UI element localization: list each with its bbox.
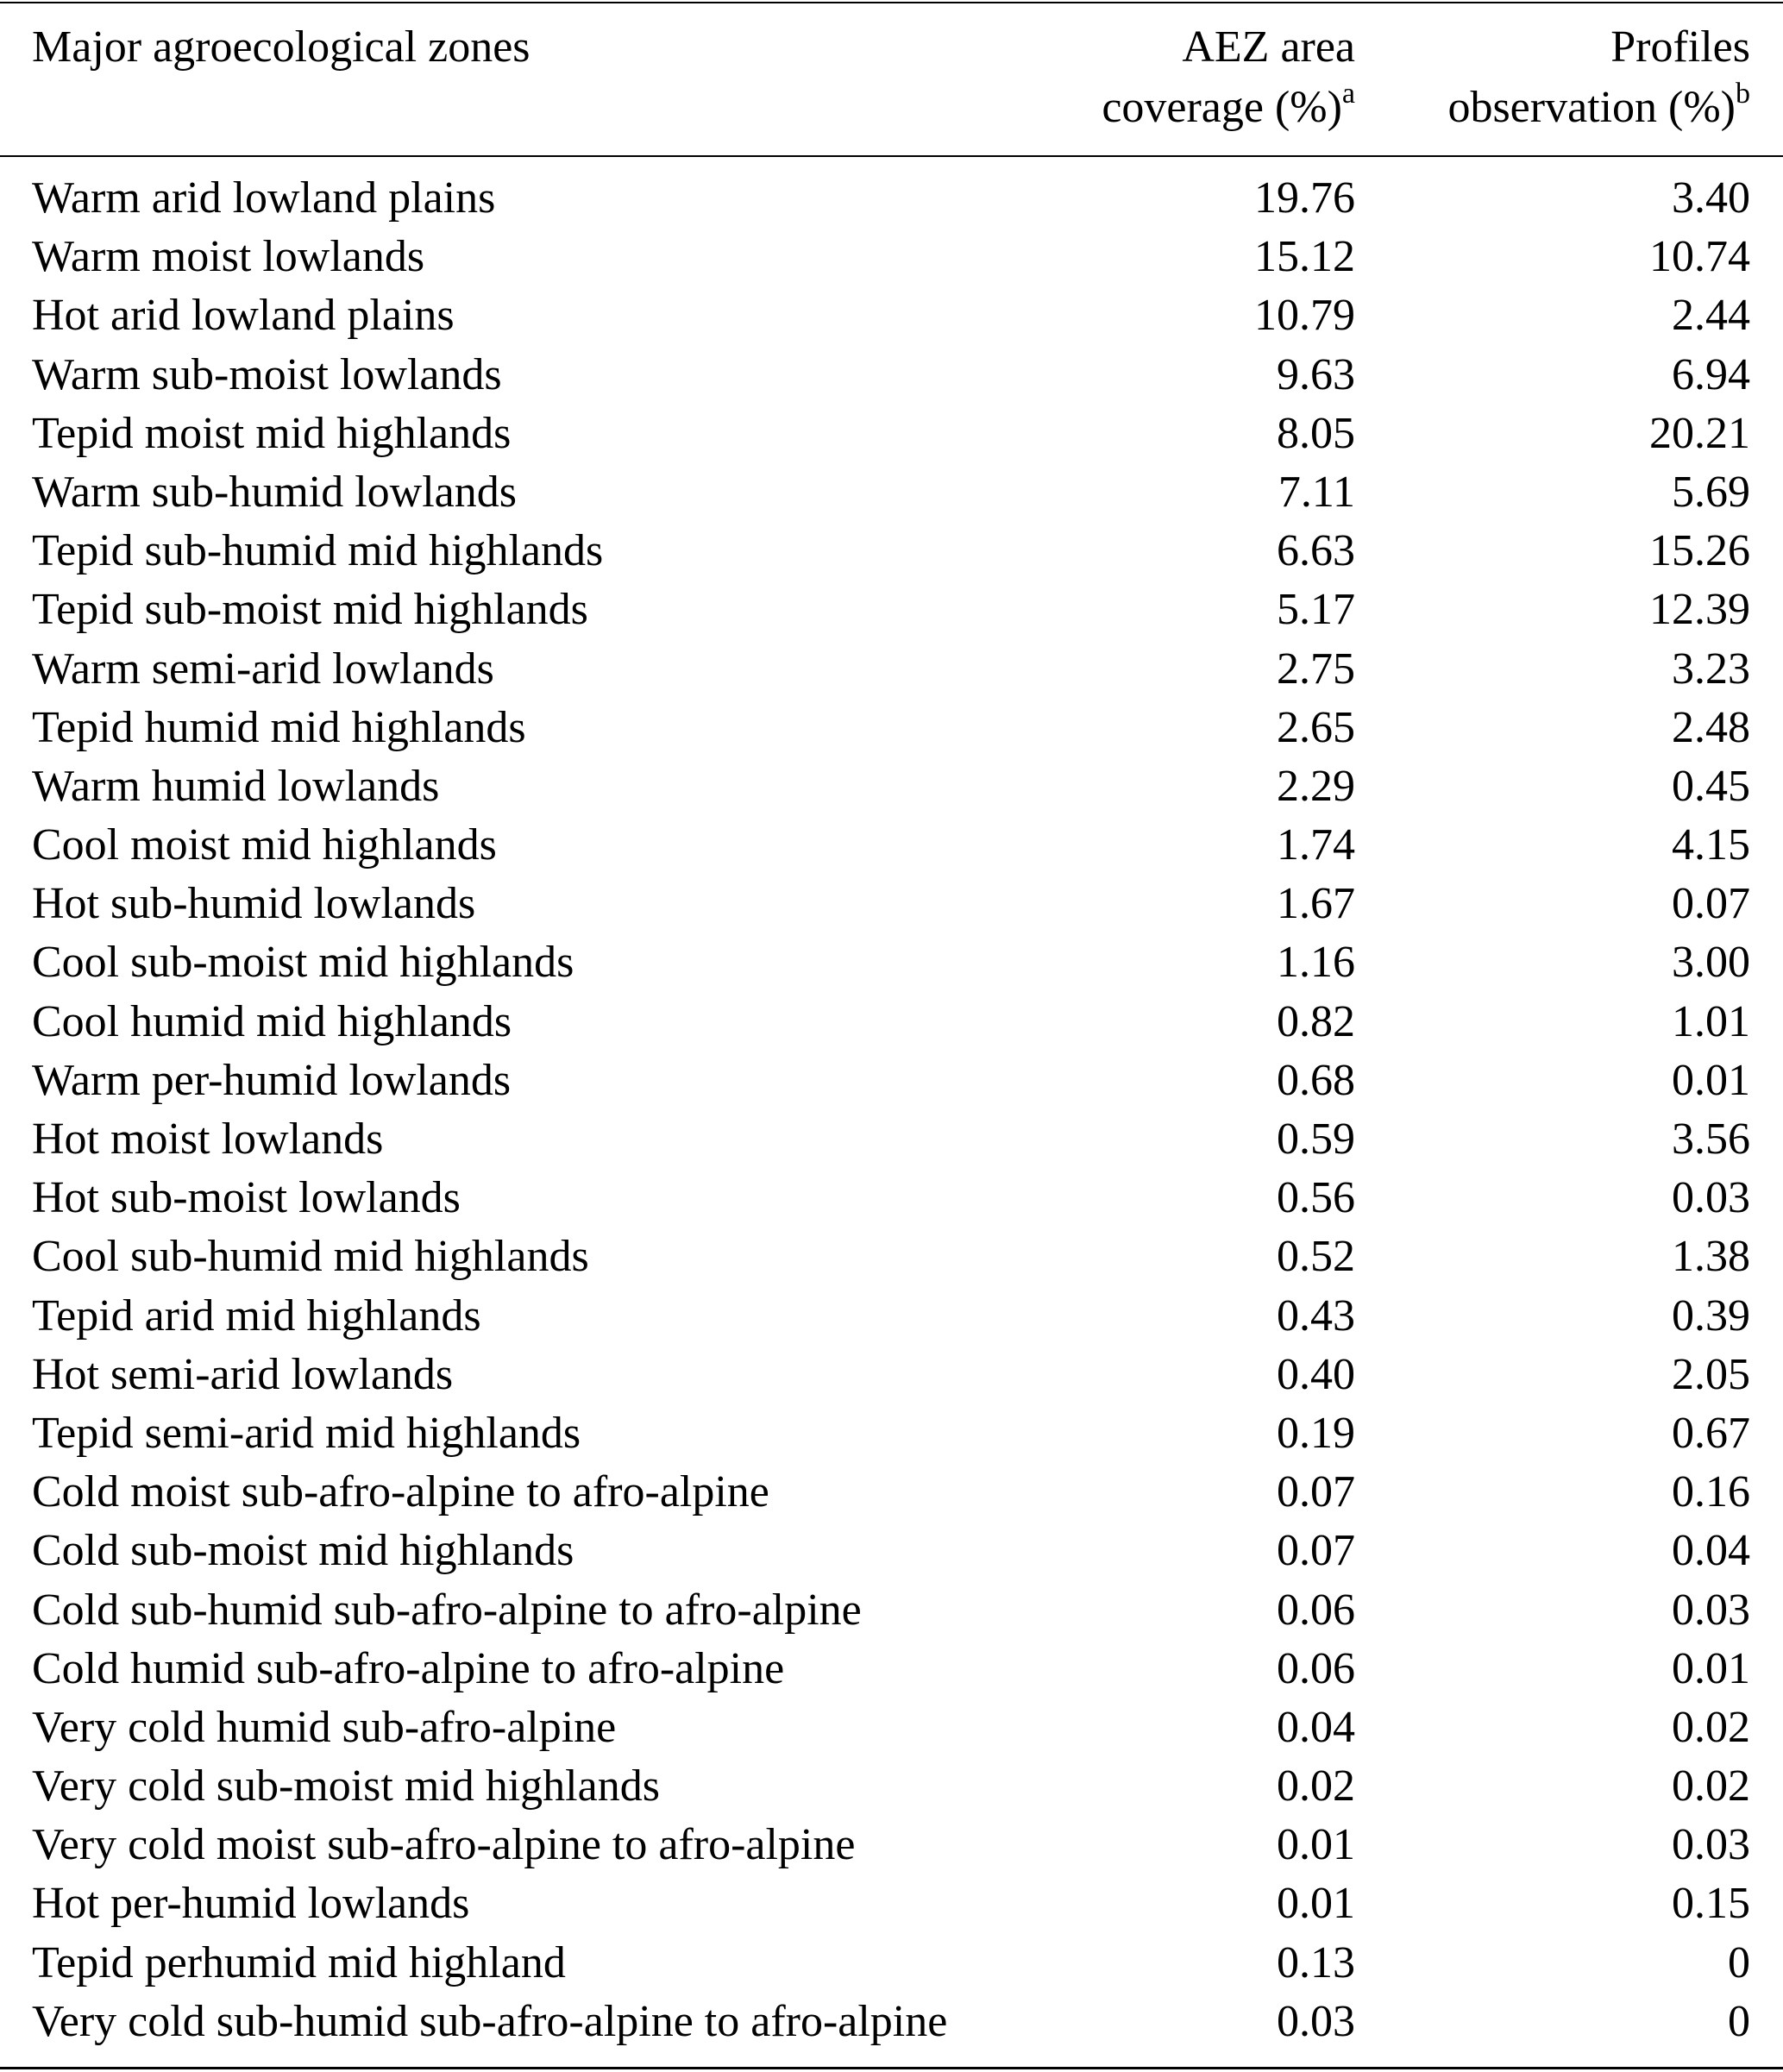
profiles-observation-cell: 0.02 xyxy=(1672,1761,1750,1811)
zone-name-cell: Warm per-humid lowlands xyxy=(32,1055,512,1105)
table-row xyxy=(0,1346,1783,1404)
zone-name-cell: Cool sub-moist mid highlands xyxy=(32,938,574,988)
table-row xyxy=(0,993,1783,1052)
zone-name-cell: Very cold humid sub-afro-alpine xyxy=(32,1702,617,1752)
zone-name-cell: Cold sub-moist mid highlands xyxy=(32,1526,574,1576)
zone-name-cell: Warm sub-moist lowlands xyxy=(32,349,502,399)
profiles-observation-cell: 0.03 xyxy=(1672,1173,1750,1223)
table-row xyxy=(0,699,1783,757)
table-row xyxy=(0,1816,1783,1874)
area-coverage-cell: 0.59 xyxy=(1277,1114,1355,1164)
header-area-line2 xyxy=(1102,78,1355,138)
area-coverage-cell: 0.13 xyxy=(1277,1937,1355,1987)
zone-name-cell: Warm semi-arid lowlands xyxy=(32,644,494,694)
table-row xyxy=(0,1463,1783,1522)
area-coverage-cell: 0.68 xyxy=(1277,1055,1355,1105)
zone-name-cell: Hot arid lowland plains xyxy=(32,291,455,341)
profiles-observation-cell: 3.56 xyxy=(1672,1114,1750,1164)
area-coverage-cell: 0.01 xyxy=(1277,1820,1355,1870)
zone-name-cell: Cool moist mid highlands xyxy=(32,820,497,870)
area-coverage-cell: 0.52 xyxy=(1277,1232,1355,1282)
area-coverage-cell: 0.06 xyxy=(1277,1643,1355,1693)
area-coverage-cell: 0.07 xyxy=(1277,1467,1355,1517)
area-coverage-cell: 1.74 xyxy=(1277,820,1355,870)
header-area-coverage xyxy=(1102,17,1355,138)
table-row xyxy=(0,875,1783,933)
header-area-line1: AEZ area xyxy=(1182,22,1355,72)
profiles-observation-cell: 0.16 xyxy=(1672,1467,1750,1517)
area-coverage-cell: 19.76 xyxy=(1254,173,1355,223)
table-row xyxy=(0,1698,1783,1757)
zone-name-cell: Tepid sub-humid mid highlands xyxy=(32,526,604,576)
table-row xyxy=(0,581,1783,639)
table-row xyxy=(0,1228,1783,1286)
zone-name-cell: Tepid perhumid mid highland xyxy=(32,1937,566,1987)
area-coverage-cell: 2.65 xyxy=(1277,702,1355,752)
profiles-observation-cell: 0.67 xyxy=(1672,1408,1750,1458)
zone-name-cell: Tepid arid mid highlands xyxy=(32,1290,481,1341)
area-coverage-cell: 0.82 xyxy=(1277,996,1355,1046)
area-coverage-cell: 7.11 xyxy=(1278,467,1355,517)
area-coverage-cell: 0.04 xyxy=(1277,1702,1355,1752)
zone-name-cell: Warm arid lowland plains xyxy=(32,173,496,223)
table-row xyxy=(0,1934,1783,1993)
header-profiles-observation xyxy=(1447,17,1750,138)
table-row xyxy=(0,1581,1783,1640)
profiles-observation-cell: 3.40 xyxy=(1672,173,1750,223)
table-row xyxy=(0,1052,1783,1110)
area-coverage-cell: 0.43 xyxy=(1277,1290,1355,1341)
zone-name-cell: Tepid sub-moist mid highlands xyxy=(32,585,588,635)
profiles-observation-cell: 0 xyxy=(1728,1937,1750,1987)
profiles-observation-cell: 0.03 xyxy=(1672,1585,1750,1635)
table-row xyxy=(0,346,1783,405)
zone-name-cell: Cool humid mid highlands xyxy=(32,996,512,1046)
zone-name-cell: Very cold sub-humid sub-afro-alpine to afro-alpine xyxy=(32,1996,948,2046)
profiles-observation-cell: 6.94 xyxy=(1672,349,1750,399)
area-coverage-cell: 1.16 xyxy=(1277,938,1355,988)
zone-name-cell: Cold moist sub-afro-alpine to afro-alpine xyxy=(32,1467,769,1517)
profiles-observation-cell: 1.01 xyxy=(1672,996,1750,1046)
table-row xyxy=(0,1757,1783,1816)
zone-name-cell: Cold sub-humid sub-afro-alpine to afro-alpine xyxy=(32,1585,862,1635)
table-row xyxy=(0,463,1783,522)
table-row xyxy=(0,1404,1783,1463)
profiles-observation-cell: 1.38 xyxy=(1672,1232,1750,1282)
header-area-footnote-marker: a xyxy=(1341,77,1355,110)
area-coverage-cell: 2.29 xyxy=(1277,761,1355,811)
area-coverage-cell: 15.12 xyxy=(1254,232,1355,282)
zone-name-cell: Hot sub-moist lowlands xyxy=(32,1173,461,1223)
header-zone-label: Major agroecological zones xyxy=(32,22,531,72)
zone-name-cell: Tepid humid mid highlands xyxy=(32,702,526,752)
zone-name-cell: Very cold moist sub-afro-alpine to afro-alpine xyxy=(32,1820,856,1870)
header-profiles-line1: Profiles xyxy=(1610,22,1750,72)
zone-name-cell: Cool sub-humid mid highlands xyxy=(32,1232,589,1282)
zone-name-cell: Hot sub-humid lowlands xyxy=(32,879,476,929)
header-profiles-line2 xyxy=(1447,78,1750,138)
profiles-observation-cell: 0.07 xyxy=(1672,879,1750,929)
area-coverage-cell: 8.05 xyxy=(1277,408,1355,458)
header-area-line2-text: coverage (%) xyxy=(1102,83,1342,132)
table-row xyxy=(0,1522,1783,1580)
area-coverage-cell: 0.40 xyxy=(1277,1349,1355,1399)
zone-name-cell: Warm humid lowlands xyxy=(32,761,440,811)
profiles-observation-cell: 0.45 xyxy=(1672,761,1750,811)
table-row xyxy=(0,286,1783,345)
table-row xyxy=(0,405,1783,463)
area-coverage-cell: 0.06 xyxy=(1277,1585,1355,1635)
profiles-observation-cell: 2.05 xyxy=(1672,1349,1750,1399)
table-row xyxy=(0,933,1783,992)
profiles-observation-cell: 2.48 xyxy=(1672,702,1750,752)
profiles-observation-cell: 0.02 xyxy=(1672,1702,1750,1752)
area-coverage-cell: 0.03 xyxy=(1277,1996,1355,2046)
zone-name-cell: Tepid moist mid highlands xyxy=(32,408,512,458)
zone-name-cell: Warm sub-humid lowlands xyxy=(32,467,517,517)
profiles-observation-cell: 0 xyxy=(1728,1996,1750,2046)
profiles-observation-cell: 0.04 xyxy=(1672,1526,1750,1576)
area-coverage-cell: 10.79 xyxy=(1254,291,1355,341)
header-zone xyxy=(32,17,531,78)
table-header-rule xyxy=(0,155,1783,157)
zone-name-cell: Hot per-humid lowlands xyxy=(32,1879,470,1929)
zone-name-cell: Hot moist lowlands xyxy=(32,1114,384,1164)
area-coverage-cell: 6.63 xyxy=(1277,526,1355,576)
header-profiles-line2-text: observation (%) xyxy=(1447,83,1736,132)
area-coverage-cell: 0.01 xyxy=(1277,1879,1355,1929)
table-row xyxy=(0,1640,1783,1698)
zone-name-cell: Warm moist lowlands xyxy=(32,232,425,282)
zone-name-cell: Tepid semi-arid mid highlands xyxy=(32,1408,581,1458)
table-row xyxy=(0,1169,1783,1228)
zone-name-cell: Cold humid sub-afro-alpine to afro-alpine xyxy=(32,1643,785,1693)
profiles-observation-cell: 0.01 xyxy=(1672,1643,1750,1693)
area-coverage-cell: 0.07 xyxy=(1277,1526,1355,1576)
area-coverage-cell: 2.75 xyxy=(1277,644,1355,694)
table-bottom-rule xyxy=(0,2067,1783,2069)
table-row xyxy=(0,169,1783,228)
table-row xyxy=(0,757,1783,816)
table-row xyxy=(0,816,1783,875)
profiles-observation-cell: 12.39 xyxy=(1649,585,1750,635)
area-coverage-cell: 9.63 xyxy=(1277,349,1355,399)
area-coverage-cell: 5.17 xyxy=(1277,585,1355,635)
area-coverage-cell: 0.56 xyxy=(1277,1173,1355,1223)
profiles-observation-cell: 3.00 xyxy=(1672,938,1750,988)
table-row xyxy=(0,228,1783,286)
zone-name-cell: Very cold sub-moist mid highlands xyxy=(32,1761,660,1811)
profiles-observation-cell: 0.01 xyxy=(1672,1055,1750,1105)
table-row xyxy=(0,1993,1783,2051)
area-coverage-cell: 0.02 xyxy=(1277,1761,1355,1811)
table-row xyxy=(0,1287,1783,1346)
zone-name-cell: Hot semi-arid lowlands xyxy=(32,1349,454,1399)
table-body xyxy=(0,169,1783,2051)
profiles-observation-cell: 5.69 xyxy=(1672,467,1750,517)
profiles-observation-cell: 15.26 xyxy=(1649,526,1750,576)
profiles-observation-cell: 4.15 xyxy=(1672,820,1750,870)
profiles-observation-cell: 0.39 xyxy=(1672,1290,1750,1341)
area-coverage-cell: 1.67 xyxy=(1277,879,1355,929)
table-row xyxy=(0,522,1783,581)
table-row xyxy=(0,640,1783,699)
profiles-observation-cell: 0.03 xyxy=(1672,1820,1750,1870)
profiles-observation-cell: 2.44 xyxy=(1672,291,1750,341)
profiles-observation-cell: 3.23 xyxy=(1672,644,1750,694)
area-coverage-cell: 0.19 xyxy=(1277,1408,1355,1458)
header-profiles-footnote-marker: b xyxy=(1736,77,1750,110)
table-top-rule xyxy=(0,2,1783,3)
profiles-observation-cell: 10.74 xyxy=(1649,232,1750,282)
table-row xyxy=(0,1874,1783,1933)
table-row xyxy=(0,1110,1783,1169)
profiles-observation-cell: 0.15 xyxy=(1672,1879,1750,1929)
profiles-observation-cell: 20.21 xyxy=(1649,408,1750,458)
